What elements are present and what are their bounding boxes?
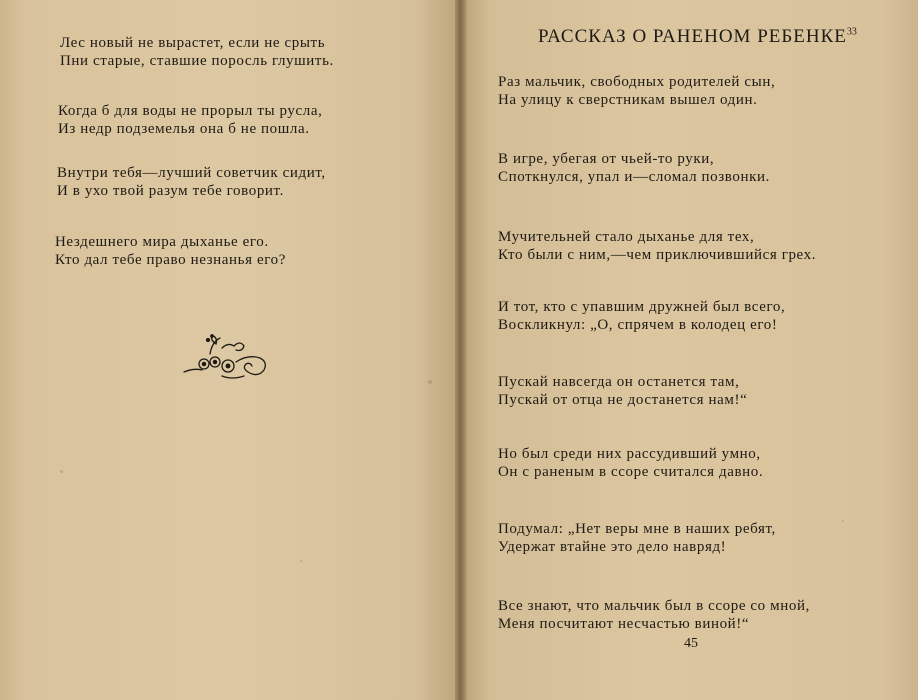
left-stanza-2 — [58, 102, 322, 138]
verse-line: Пни старые, ставшие поросль глушить. — [60, 53, 334, 69]
verse-line: Внутри тебя—лучший советчик сидит, — [57, 165, 326, 181]
right-stanza-7 — [498, 520, 776, 556]
verse-line: В игре, убегая от чьей-то руки, — [498, 151, 715, 167]
verse-line: Но был среди них рассудивший умно, — [498, 446, 761, 462]
verse-line: Лес новый не вырастет, если не срыть — [60, 35, 326, 51]
verse-line: Удержат втайне это дело навряд! — [498, 539, 727, 555]
right-stanza-5 — [498, 373, 747, 409]
verse-line: Он с раненым в ссоре считался давно. — [498, 464, 764, 480]
right-stanza-3 — [498, 228, 816, 264]
verse-line: Пускай от отца не достанется нам!“ — [498, 392, 748, 408]
verse-line: Когда б для воды не прорыл ты русла, — [58, 103, 323, 119]
floral-vignette-icon — [182, 332, 272, 384]
paper-speck — [428, 380, 432, 384]
verse-line: Раз мальчик, свободных родителей сын, — [498, 74, 776, 90]
book-gutter — [455, 0, 467, 700]
paper-speck — [60, 470, 63, 473]
footnote-marker: 33 — [846, 26, 857, 38]
poem-title — [538, 26, 857, 48]
verse-line: Споткнулся, упал и—сломал позвонки. — [498, 169, 770, 185]
verse-line: Кто были с ним,—чем приключившийся грех. — [498, 247, 817, 263]
verse-line: Меня посчитают несчастью виной!“ — [498, 616, 750, 632]
verse-line: Пускай навсегда он останется там, — [498, 374, 740, 390]
right-stanza-2 — [498, 150, 770, 186]
left-stanza-3 — [57, 164, 326, 200]
paper-speck — [842, 520, 844, 522]
paper-speck — [300, 560, 302, 562]
verse-line: И тот, кто с упавшим дружней был всего, — [498, 299, 786, 315]
right-stanza-4 — [498, 298, 785, 334]
verse-line: И в ухо твой разум тебе говорит. — [57, 183, 284, 199]
verse-line: Подумал: „Нет веры мне в наших ребят, — [498, 521, 776, 537]
verse-line: Мучительней стало дыханье для тех, — [498, 229, 755, 245]
verse-line: Все знают, что мальчик был в ссоре со мной, — [498, 598, 810, 614]
verse-line: Из недр подземелья она б не пошла. — [58, 121, 310, 137]
left-stanza-4 — [55, 233, 286, 269]
verse-line: На улицу к сверстникам вышел один. — [498, 92, 758, 108]
verse-line: Нездешнего мира дыханье его. — [55, 234, 269, 250]
verse-line: Кто дал тебе право незнанья его? — [55, 252, 286, 268]
right-stanza-1 — [498, 73, 775, 109]
left-stanza-1 — [60, 34, 334, 70]
right-stanza-8 — [498, 597, 810, 633]
poem-title-text: РАССКАЗ О РАНЕНОМ РЕБЕНКЕ — [538, 26, 847, 47]
right-stanza-6 — [498, 445, 763, 481]
verse-line: Воскликнул: „О, спрячем в колодец его! — [498, 317, 778, 333]
page-number: 45 — [684, 636, 698, 651]
